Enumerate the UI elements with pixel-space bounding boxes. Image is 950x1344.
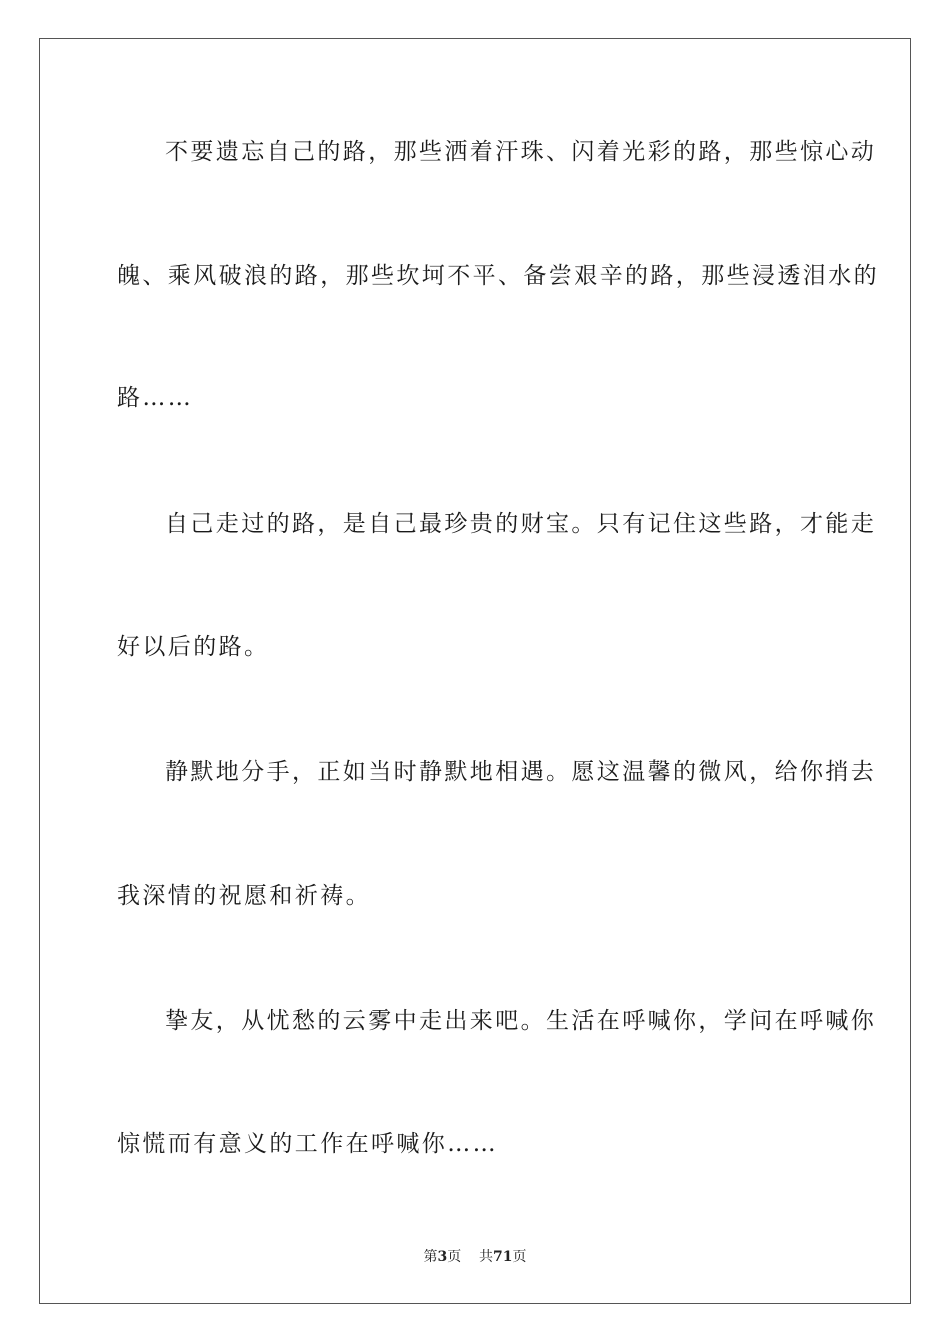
page-frame: [39, 38, 911, 1304]
footer-page-suffix: 页: [447, 1249, 462, 1265]
footer-page-total: 71: [493, 1249, 513, 1265]
footer-page-prefix: 第: [423, 1249, 438, 1265]
paragraph-4-line-1: 挚友，从忧愁的云雾中走出来吧。生活在呼喊你，学问在呼喊你: [165, 1008, 877, 1034]
footer-total-prefix: 共: [479, 1249, 494, 1265]
footer-total-suffix: 页: [512, 1249, 527, 1265]
paragraph-4-line-2: 惊慌而有意义的工作在呼喊你……: [117, 1131, 498, 1157]
paragraph-2-line-1: 自己走过的路，是自己最珍贵的财宝。只有记住这些路，才能走: [165, 511, 877, 537]
page-footer: [0, 1248, 950, 1266]
paragraph-1-line-3: 路……: [117, 385, 194, 411]
paragraph-3-line-2: 我深情的祝愿和祈祷。: [117, 883, 371, 909]
paragraph-1-line-2: 魄、乘风破浪的路，那些坎坷不平、备尝艰辛的路，那些浸透泪水的: [117, 263, 879, 289]
paragraph-2-line-2: 好以后的路。: [117, 634, 270, 660]
paragraph-1-line-1: 不要遗忘自己的路，那些洒着汗珠、闪着光彩的路，那些惊心动: [165, 139, 877, 165]
paragraph-3-line-1: 静默地分手，正如当时静默地相遇。愿这温馨的微风，给你捎去: [165, 759, 877, 785]
footer-page-current: 3: [437, 1249, 448, 1265]
